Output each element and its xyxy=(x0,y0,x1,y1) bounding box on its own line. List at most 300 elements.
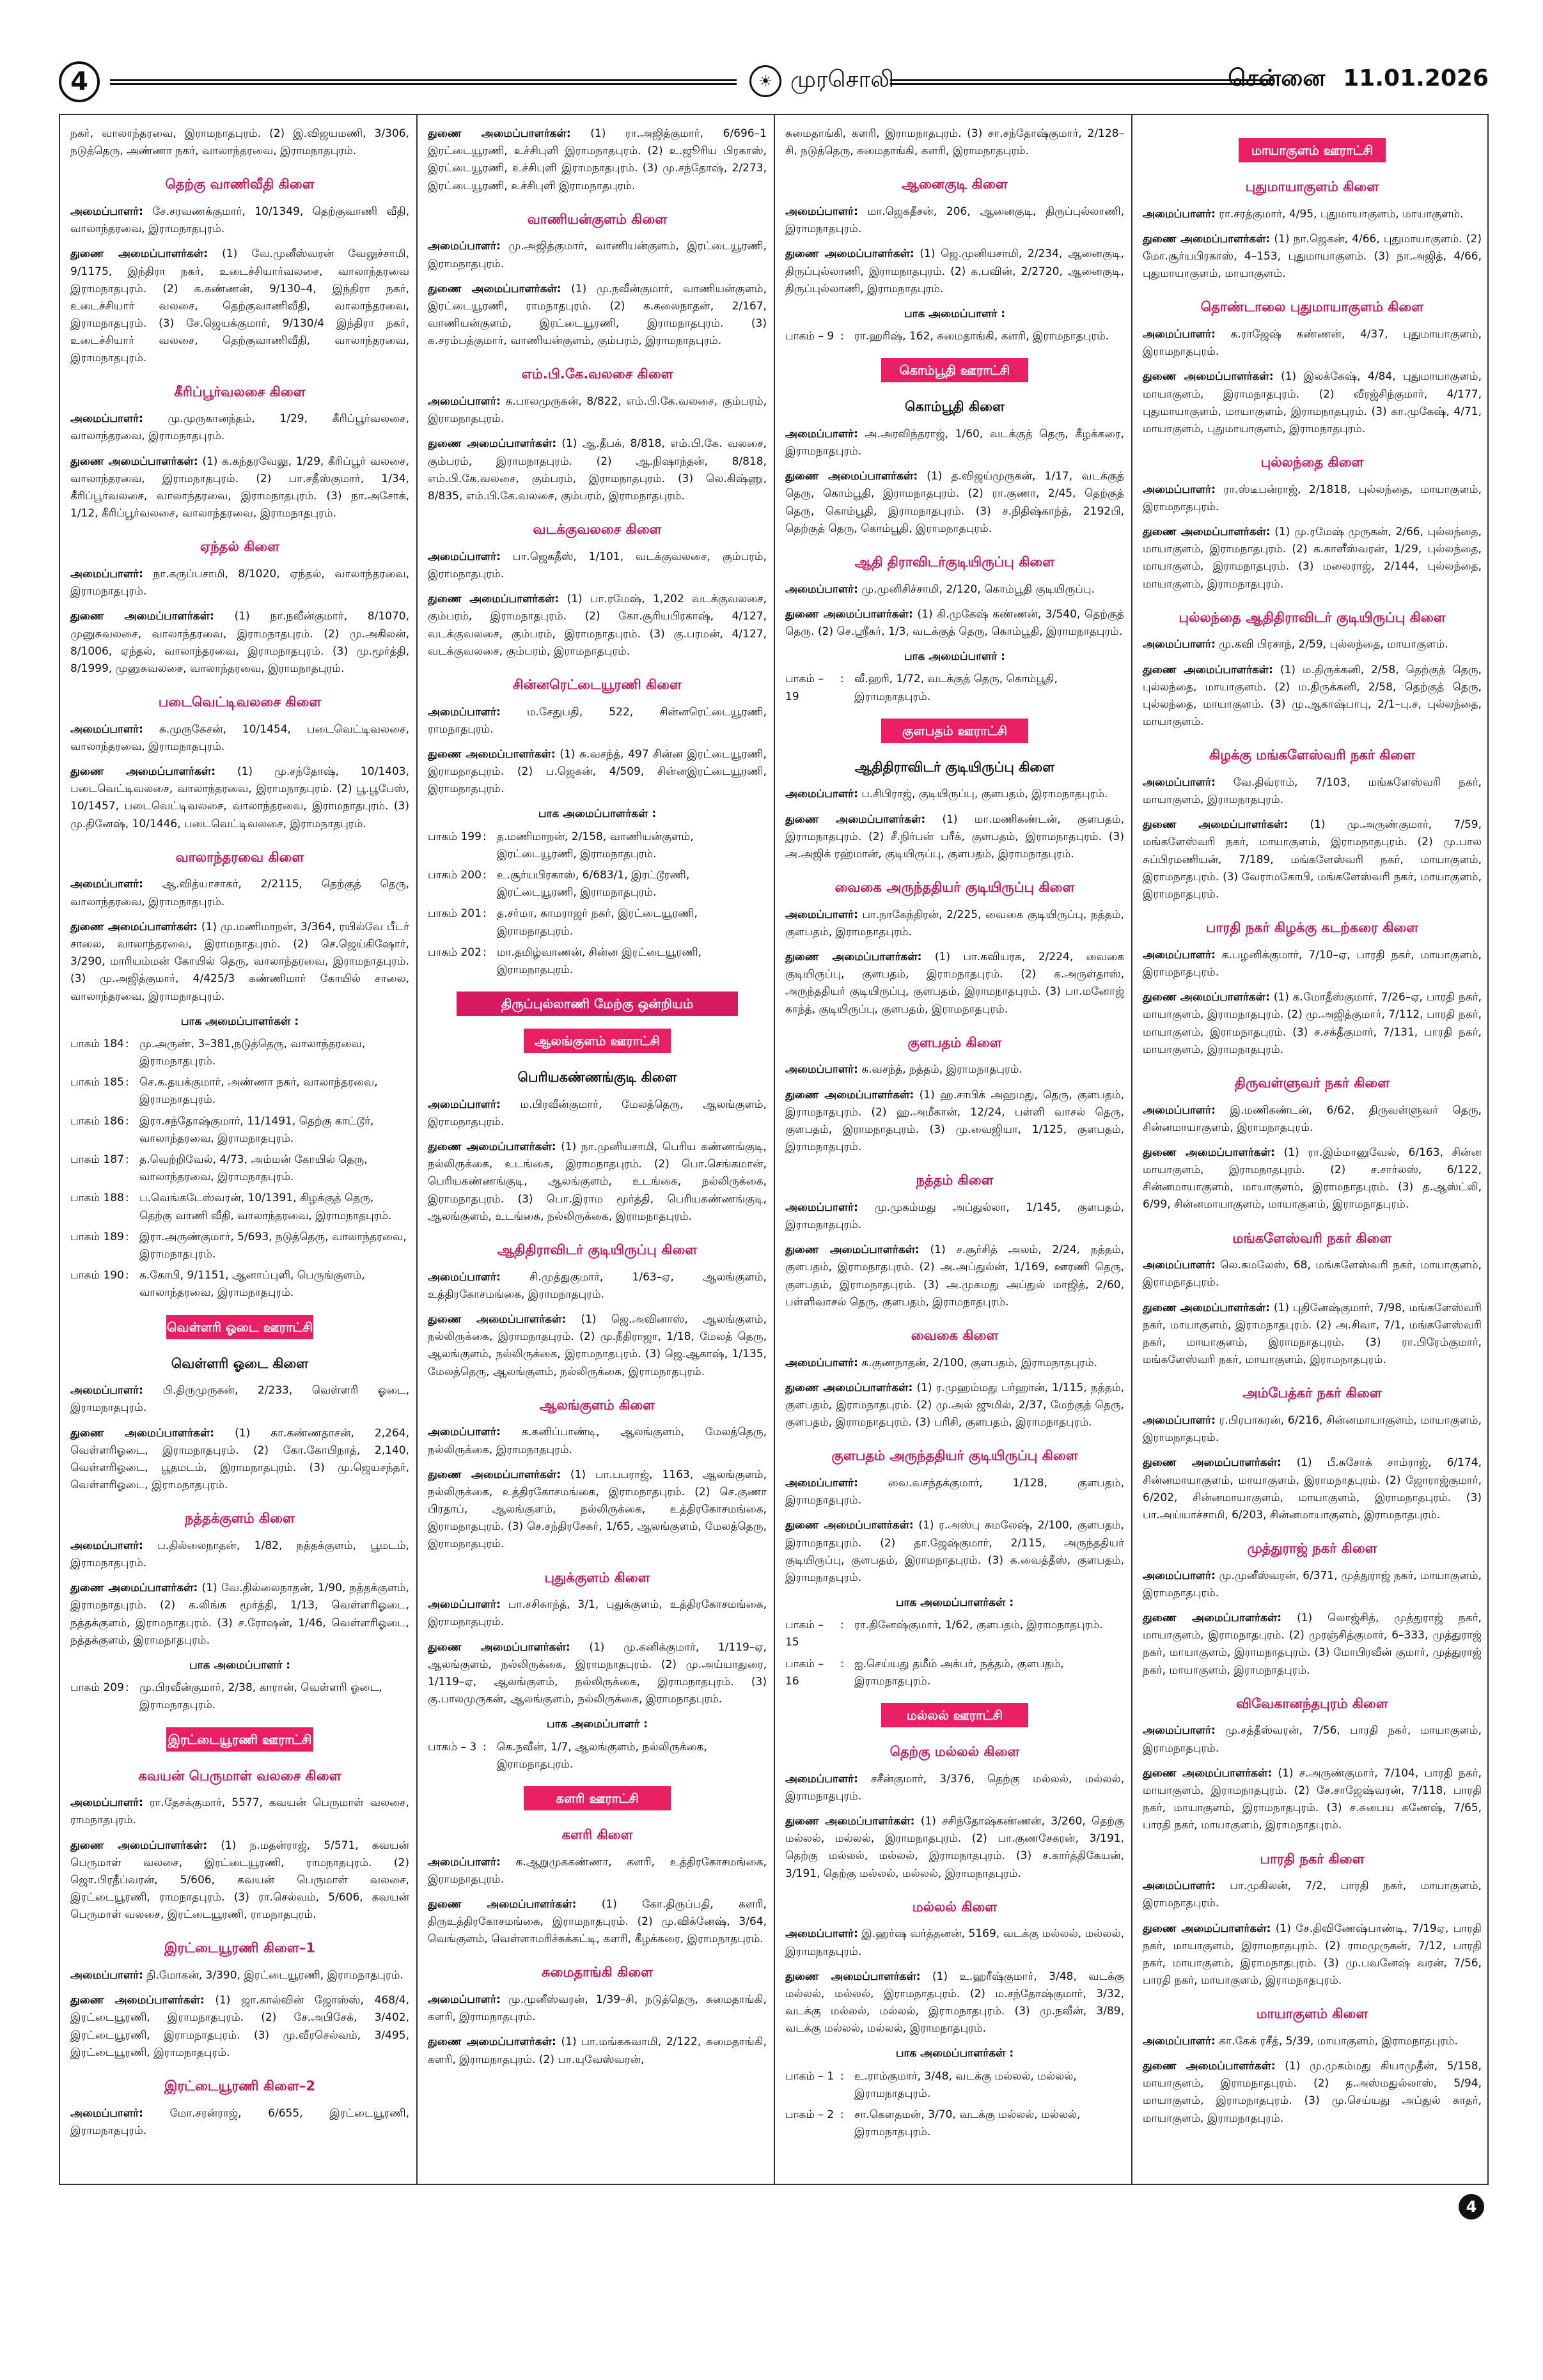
role-label: துணை அமைப்பாளர்கள்: xyxy=(1143,991,1270,1004)
body-paragraph: துணை அமைப்பாளர்கள்: (1) மா.மணிகண்டன், குளபதம், இராமநாதபுரம். (2) சீ.நிர்பன் பரீக், குளபதம், இராமநாதபுரம். (3) அ.அஜிக் ரஹ்மான், குடியிருப்பு, குளபதம், இராமநாதபுரம். xyxy=(785,813,1124,860)
ward-organiser: த.சர்மா, காமராஜர் நகர், இரட்டையூரணி, இராமநாதபுரம். xyxy=(497,907,698,938)
branch-heading: குளபதம் கிளை xyxy=(907,1034,1002,1050)
role-label: துணை அமைப்பாளர்கள்: xyxy=(785,813,926,826)
masthead-rule-left xyxy=(110,79,737,85)
ward-number: பாகம் 188 xyxy=(70,1192,124,1205)
body-paragraph: துணை அமைப்பாளர்கள்: (1) மு.நவீன்குமார், வாணியன்குளம், இரட்டையூரணி, ராமநாதபுரம். (2) க.கலைநாதன், 2/167, வாணியன்குளம், இரட்டையூரணி, இராமநாதபுரம். (3) க.சரம்பத்குமார், வாணியன்குளம், கும்பரம், இராமநாதபுரம். xyxy=(428,282,767,348)
ward-number: பாகம் – 3 xyxy=(428,1740,477,1754)
body-paragraph: அமைப்பாளர்: ஆ.வித்யாசாகர், 2/2115, தெற்குத் தெரு, வாலாந்தரவை, இராமநாதபுரம். xyxy=(70,878,409,908)
ward-organiser: த.வெற்றிவேல், 4/73, அம்மன் கோயில் தெரு, வாலாந்தரவை, இராமநாதபுரம். xyxy=(139,1153,368,1184)
ward-colon: : xyxy=(125,1153,129,1167)
role-label: அமைப்பாளர்: xyxy=(428,1855,501,1869)
branch-heading: வடக்குவலசை கிளை xyxy=(533,522,662,538)
branch-heading: நத்தம் கிளை xyxy=(916,1172,994,1188)
body-paragraph: துணை அமைப்பாளர்கள்: (1) ஜா.கால்வின் ஜோஸ்ஸ், 468/4, இரட்டையூரணி, இராமநாதபுரம். (2) சே.அபிசேக், 3/402, இரட்டையூரணி, இராமநாதபுரம். (3) மு.வீரசெல்வம், 3/495, இரட்டையூரணி, இராமநாதபுரம். xyxy=(70,1994,409,2059)
branch-heading: ஆதி திராவிடர்குடியிருப்பு கிளை xyxy=(854,554,1055,570)
body-paragraph: அமைப்பாளர்: பா.முகிலன், 7/2, பாரதி நகர், மாயாகுளம், இராமநாதபுரம். xyxy=(1143,1879,1482,1910)
body-paragraph: அமைப்பாளர்: பா.நாகேந்திரன், 2/225, வைகை குடியிருப்பு, நத்தம், குளபதம், இராமநாதபுரம். xyxy=(785,908,1124,938)
body-paragraph: துணை அமைப்பாளர்கள்: (1) நா.நவீன்குமார், 8/1070, முனுசுவலசை, வாலாந்தரவை, இராமநாதபுரம். (2) மு.அகிலன், 8/1006, ஏந்தல், வாலாந்தரவை, இராமநாதபுரம். (3) மு.மூர்த்தி, 8/1999, முனுசுவலசை, வாலாந்தரவை, இராமநாதபுரம். xyxy=(70,610,409,675)
body-paragraph: துணை அமைப்பாளர்கள்: (1) கி.முகேஷ் கண்ணன், 3/540, தெற்குத் தெரு. (2) செ.ஸ்ரீகர், 1/3, வடக்குத் தெரு, கொம்பூதி, இராமநாதபுரம். xyxy=(785,607,1124,638)
ward-colon: : xyxy=(840,2108,844,2122)
role-label: துணை அமைப்பாளர்கள்: xyxy=(785,607,913,621)
body-paragraph: துணை அமைப்பாளர்கள்: (1) ந.மதன்ராஜ், 5/571, கவயன் பெருமாள் வலசை, இரட்டையூரணி, ராமநாதபுரம். (2) ஜொ.பிரதீப்வரன், 5/606, கவயன் பெருமாள் வலசை, இரட்டையூரணி, ராமநாதபுரம். (3) ரா.செல்வம், 5/606, கவயன் பெருமாள் வலசை, இரட்டையூரணி, ராமநாதபுரம். xyxy=(70,1839,409,1922)
edition-info xyxy=(1228,65,1489,95)
body-paragraph: துணை அமைப்பாளர்கள்: (1) சசிந்தோஷ்கண்ணன், 3/260, தெற்கு மல்லல், மல்லல், இராமநாதபுரம். (2) பா.குணசேகரன், 3/191, தெற்கு மல்லல், மல்லல், இராமநாதபுரம். (3) ச.கார்த்திகேயன், 3/191, தெற்கு மல்லல், மல்லல், இராமநாதபுரம். xyxy=(785,1815,1124,1880)
body-paragraph: துணை அமைப்பாளர்கள்: (1) சே.திவிணேஷ்பாண்டி, 7/19ஏ, பாரதி நகர், மாயாகுளம், இராமநாதபுரம். (2) ராமமுருகன், 7/12, பாரதி நகர், மாயாகுளம், இராமநாதபுரம். (3) மு.பவனேஷ் வரன், 7/56, பாரதி நகர், மாயாகுளம், இராமநாதபுரம். xyxy=(1143,1922,1482,1987)
branch-heading: படைவெட்டிவலசை கிளை xyxy=(158,694,322,710)
body-paragraph: அமைப்பாளர்: க.கனிப்பாண்டி, ஆலங்குளம், மேலத்தெரு, நல்லிருக்கை, இராமநாதபுரம். xyxy=(428,1426,767,1456)
subsection-label: பாக அமைப்பாளர்கள் : xyxy=(895,2047,1014,2060)
body-paragraph: துணை அமைப்பாளர்கள்: (1) ர.முஹம்மது பர்ஹான், 1/115, நத்தம், குளபதம், இராமநாதபுரம். (2) மு.அல் ஜுமில், 2/37, மேற்குத் தெரு, குளபதம், இராமநாதபுரம். (3) பரிசி, குளபதம், இராமநாதபுரம். xyxy=(785,1381,1124,1429)
ward-number: பாகம் – 19 xyxy=(785,673,824,703)
ward-number: பாகம் 185 xyxy=(70,1076,124,1089)
body-paragraph: துணை அமைப்பாளர்கள்: (1) ஜெ.முனியசாமி, 2/234, ஆனைகுடி, திருப்புல்லாணி, இராமநாதபுரம். (2) க.பவின், 2/2720, ஆனைகுடி, திருப்புல்லாணி, இராமநாதபுரம். xyxy=(785,247,1124,295)
body-paragraph: துணை அமைப்பாளர்கள்: (1) பீ.சுசோக் சாம்ராஜ், 6/174, சின்னமாயாகுளம், மாயாகுளம், இராமநாதபுரம். (2) ஜோராஜ்குமார், 6/202, சின்னமாயாகுளம், மாயாகுளம், இராமநாதபுரம். (3) பா.அய்யாச்சாமி, 6/203, சின்னமாயாகுளம், இராமநாதபுரம். xyxy=(1143,1456,1482,1521)
body-paragraph: துணை அமைப்பாளர்கள்: (1) நா.முனியசாமி, பெரிய கண்ணங்குடி, நல்லிருக்கை, உடங்கை, இராமநாதபுரம். (2) பொ.செங்கமான், பெரியகண்ணங்குடி, ஆலங்குளம், உடங்கை, நல்லிருக்கை, இராமநாதபுரம். (3) பொ.இராம மூர்த்தி, பெரியகண்ணங்குடி, ஆலங்குளம், உடங்கை, நல்லிருக்கை, இராமநாதபுரம். xyxy=(428,1140,767,1223)
role-label: துணை அமைப்பாளர்கள்: xyxy=(70,455,198,468)
body-paragraph: துணை அமைப்பாளர்கள்: (1) ர.அஸ்பு சுமலேஷ், 2/100, குளபதம், இராமநாதபுரம். (2) தா.ஜேஷ்குமார், 2/115, அருந்ததியர் குடியிருப்பு, குளபதம், இராமநாதபுரம். (3) க.வைத்தீஸ், குளபதம், இராமநாதபுரம். xyxy=(785,1519,1124,1584)
role-label: துணை அமைப்பாளர்கள்: xyxy=(428,2035,556,2049)
branch-heading: வாலாந்தரவை கிளை xyxy=(175,849,304,865)
body-paragraph: அமைப்பாளர்: க.பழனிக்குமார், 7/10–ஏ, பாரதி நகர், மாயாகுளம், இராமநாதபுரம். xyxy=(1143,948,1482,979)
branch-heading: பாரதி நகர் கிழக்கு கடற்கரை கிளை xyxy=(1205,920,1419,936)
role-label: அமைப்பாளர்: xyxy=(1143,207,1216,221)
role-label: துணை அமைப்பாளர்கள்: xyxy=(428,1313,567,1326)
role-label: துணை அமைப்பாளர்கள்: xyxy=(428,593,560,606)
ward-organiser: ரா.தினேஷ்குமார், 1/62, குளபதம், இராமநாதபுரம். xyxy=(854,1619,1103,1632)
role-label: அமைப்பாளர்: xyxy=(785,1927,858,1941)
body-paragraph: துணை அமைப்பாளர்கள்: (1) உ.ஹரீஷ்குமார், 3/48, வடக்கு மல்லல், மல்லல், இராமநாதபுரம். (2) ம.சந்தோஷ்குமார், 3/32, வடக்கு மல்லல், மல்லல், இராமநாதபுரம். (3) மு.நவீன், 3/89, வடக்கு மல்லல், மல்லல், இராமநாதபுரம். xyxy=(785,1970,1124,2035)
branch-heading: மாயாகுளம் கிளை xyxy=(1256,2006,1368,2022)
body-paragraph: அமைப்பாளர்: சே.சரவணக்குமார், 10/1349, தெற்குவாணி வீதி, வாலாந்தரவை, இராமநாதபுரம். xyxy=(70,205,409,236)
panchayat-banner: வெள்ளரி ஓடை ஊராட்சி xyxy=(166,1315,313,1339)
role-label: துணை அமைப்பாளர்கள்: xyxy=(1143,1612,1282,1625)
panchayat-banner: மல்லல் ஊராட்சி xyxy=(881,1703,1028,1727)
body-paragraph: அமைப்பாளர்: லெ.சுமலேஸ், 68, மங்களேஸ்வரி நகர், மாயாகுளம், இராமநாதபுரம். xyxy=(1143,1259,1482,1289)
role-label: அமைப்பாளர்: xyxy=(785,908,858,921)
role-label: அமைப்பாளர்: xyxy=(785,788,858,801)
body-paragraph: துணை அமைப்பாளர்கள்: (1) மு.மணிமாறன், 3/364, ரயில்வே பீடர் சாலை, வாலாந்தரவை, இராமநாதபுரம். (2) செ.ஜெய்கிஷோர், 3/290, மாரியம்மன் கோயில் தெரு, வாலாந்தரவை, இராமநாதபுரம். (3) மு.அஜித்குமார், 4/425/3 கண்ணிமார் கோயில் சாலை, வாலாந்தரவை, இராமநாதபுரம். xyxy=(70,920,409,1003)
body-paragraph: அமைப்பாளர்: மு.முனீஸ்வரன், 1/39–சி, நடுத்தெரு, சுமைதாங்கி, களரி, இராமநாதபுரம். xyxy=(428,1993,767,2024)
role-label: அமைப்பாளர்: xyxy=(1143,1103,1216,1117)
body-paragraph: துணை அமைப்பாளர்கள்: (1) மு.சந்தோஷ், 10/1403, படைவெட்டிவலசை, வாலாந்தரவை, இராமநாதபுரம். (2) பூ.பூபேஸ், 10/1457, படைவெட்டிவலசை, வாலாந்தரவை, இராமநாதபுரம். (3) மு.தினேஷ், 10/1446, படைவெட்டிவலசை, இராமநாதபுரம். xyxy=(70,765,409,830)
role-label: அமைப்பாளர்: xyxy=(785,1476,858,1489)
branch-heading: முத்துராஜ் நகர் கிளை xyxy=(1247,1541,1377,1557)
role-label: துணை அமைப்பாளர்கள்: xyxy=(428,437,557,451)
branch-heading: ஆதிதிராவிடர் குடியிருப்பு கிளை xyxy=(497,1242,698,1258)
branch-heading: புதுமாயாகுளம் கிளை xyxy=(1245,179,1379,194)
branch-heading: கீரிப்பூர்வலசை கிளை xyxy=(174,384,306,400)
page-number-badge: 4 xyxy=(59,61,100,102)
ward-entry xyxy=(785,671,1124,705)
role-label: துணை அமைப்பாளர்கள்: xyxy=(785,1815,915,1828)
ward-number: பாகம் 190 xyxy=(70,1269,124,1282)
body-paragraph: துணை அமைப்பாளர்கள்: (1) க.கந்தரவேலு, 1/29, கீரிப்பூர் வலசை, வாலாந்தரவை, இராமநாதபுரம். (2) பா.சதீஸ்குமார், 1/34, கீரிப்பூர்வலசை, வாலாந்தரவை, இராமநாதபுரம். (3) நா.அசோக், 1/12, கீரிப்பூர்வலசை, வாலாந்தரவை, இராமநாதபுரம். xyxy=(70,455,409,520)
branch-heading: புல்லந்தை கிளை xyxy=(1260,455,1364,471)
branch-heading: அம்பேத்கர் நகர் கிளை xyxy=(1242,1385,1382,1401)
panchayat-banner: மாயாகுளம் ஊராட்சி xyxy=(1239,138,1386,162)
body-paragraph: அமைப்பாளர்: மா.ஜெகதீசன், 206, ஆனைகுடி, திருப்புல்லாணி, இராமநாதபுரம். xyxy=(785,205,1124,236)
body-paragraph: துணை அமைப்பாளர்கள்: (1) புதினேஷ்குமார், 7/98, மங்களேஸ்வரி நகர், மாயாகுளம், இராமநாதபுரம். (2) அ.சிவா, 7/1, மங்களேஸ்வரி நகர், மாயாகுளம், இராமநாதபுரம். (3) ரா.பிரேம்குமார், மங்களேஸ்வரி நகர், மாயாகுளம், இராமநாதபுரம். xyxy=(1143,1301,1482,1367)
role-label: துணை அமைப்பாளர்கள்: xyxy=(70,610,214,623)
ward-colon: : xyxy=(125,1269,129,1282)
role-label: துணை அமைப்பாளர்கள்: xyxy=(785,1088,914,1101)
role-label: துணை அமைப்பாளர்கள்: xyxy=(1143,1766,1273,1780)
body-paragraph: அமைப்பாளர்: க.ராஜேஷ் கண்ணன், 4/37, புதுமாயாகுளம், இராமநாதபுரம். xyxy=(1143,327,1482,359)
role-label: அமைப்பாளர்: xyxy=(1143,948,1216,961)
body-paragraph: துணை அமைப்பாளர்கள்: (1) லொஜ்சித், முத்துராஜ் நகர், மாயாகுளம், இராமநாதபுரம். (2) முரஞ்சித்குமார், 6–333, முத்துராஜ் நகர், மாயாகுளம், இராமநாதபுரம். (3) மோபிரவீன் குமார், முத்துராஜ் நகர், மாயாகுளம், இராமநாதபுரம். xyxy=(1143,1612,1482,1677)
branch-heading: ஆனைகுடி கிளை xyxy=(902,176,1008,192)
ward-number: பாகம் 201 xyxy=(428,907,482,921)
role-label: அமைப்பாளர்: xyxy=(70,2106,143,2120)
ward-number: பாகம் 202 xyxy=(428,945,482,959)
branch-heading: வைகை அருந்ததியர் குடியிருப்பு கிளை xyxy=(834,880,1075,896)
role-label: அமைப்பாளர்: xyxy=(1143,775,1216,789)
role-label: அமைப்பாளர்: xyxy=(1143,1879,1216,1893)
panchayat-banner: இரட்டையூரணி ஊராட்சி xyxy=(166,1727,313,1752)
body-paragraph: அமைப்பாளர்: ர.பிரபாகரன், 6/216, சின்னமாயாகுளம், மாயாகுளம், இராமநாதபுரம். xyxy=(1143,1413,1482,1445)
ward-number: பாகம் 186 xyxy=(70,1114,124,1128)
panchayat-banner: களரி ஊராட்சி xyxy=(524,1786,671,1810)
ward-colon: : xyxy=(483,830,487,843)
body-paragraph: அமைப்பாளர்: மு.முனீஸ்வரன், 6/371, முத்துராஜ் நகர், மாயாகுளம், இராமநாதபுரம். xyxy=(1143,1569,1482,1599)
ward-entry xyxy=(70,1074,409,1108)
ward-colon: : xyxy=(840,1657,844,1670)
column-divider xyxy=(1131,114,1132,2185)
branch-heading: தெற்கு வாணிவீதி கிளை xyxy=(165,176,315,192)
ward-organiser: க.கோபி, 9/1151, ஆனாப்புளி, பெருங்குளம், வாலாந்தரவை, இராமநாதபுரம். xyxy=(139,1269,365,1300)
paper-title xyxy=(749,65,894,97)
branch-heading: வாணியன்குளம் கிளை xyxy=(527,211,668,227)
body-paragraph: அமைப்பாளர்: ம.சேதுபதி, 522, சின்னரெட்டையூரணி, ராமநாதபுரம். xyxy=(428,705,767,736)
body-paragraph: அமைப்பாளர்: பி.திருமுருகன், 2/233, வெள்ளரி ஓடை, இராமநாதபுரம். xyxy=(70,1384,409,1415)
branch-heading: வெள்ளரி ஓடை கிளை xyxy=(171,1355,309,1371)
body-paragraph: துணை அமைப்பாளர்கள்: (1) ச.சூர்சித் அலம், 2/24, நத்தம், குளபதம், இராமநாதபுரம். (2) அ.அப்துல்ன், 1/169, ஊரணி தெரு, குளபதம், இராமநாதபுரம். (3) அ.முகமது அப்துல் மாஜித், 2/60, பள்ளிவாசல் தெரு, குளபதம், இராமநாதபுரம். xyxy=(785,1243,1124,1309)
ward-entry xyxy=(428,944,767,979)
body-paragraph: துணை அமைப்பாளர்கள்: (1) த.விஜய்முருகன், 1/17, வடக்குத் தெரு, கொம்பூதி, இராமநாதபுரம். (2) ரா.குணா, 2/45, தெற்குத் தெரு, கொம்பூதி, இராமநாதபுரம். (3) ச.நிதிஷ்காந்த், 2192பி, தெற்குத் தெரு, கொம்பூதி, இராமநாதபுரம். xyxy=(785,470,1124,535)
branch-heading: ஆதிதிராவிடர் குடியிருப்பு கிளை xyxy=(854,759,1055,775)
ward-entry xyxy=(70,1267,409,1302)
role-label: அமைப்பாளர்: xyxy=(1143,2034,1216,2048)
body-paragraph: அமைப்பாளர்: நா.கருப்பசாமி, 8/1020, ஏந்தல், வாலாந்தரவை, இராமநாதபுரம். xyxy=(70,567,409,598)
body-paragraph: துணை அமைப்பாளர்கள்: (1) ரா.இம்மானுவேல், 6/163, சின்ன மாயாகுளம், இராமநாதபுரம். (2) ச.சார்லஸ், 6/122, சின்னமாயாகுளம், மாயாகுளம், இராமநாதபுரம். (3) த.ஆஸ்ட்லி, 6/99, சின்னமாயாகுளம், மாயாகுளம், இராமநாதபுரம். xyxy=(1143,1146,1482,1211)
role-label: துணை அமைப்பாளர்கள்: xyxy=(428,127,571,140)
body-paragraph: அமைப்பாளர்: பா.சசிகாந்த், 3/1, புதுக்குளம், உத்திரகோசமங்கை, இராமநாதபுரம். xyxy=(428,1598,767,1629)
role-label: துணை அமைப்பாளர்கள்: xyxy=(70,765,215,779)
body-paragraph: துணை அமைப்பாளர்கள்: (1) நா.ஜெகன், 4/66, புதுமாயாகுளம். (2) மோ.சூர்யபிரகாஸ், 4–153, புதுமாயாகுளம். (3) நா.அஜித், 4/66, புதுமாயாகுளம், மாயாகுளம். xyxy=(1143,232,1482,281)
role-label: அமைப்பாளர்: xyxy=(70,1969,143,1982)
role-label: அமைப்பாளர்: xyxy=(70,878,143,891)
body-paragraph: அமைப்பாளர்: மு.முனிசிச்சாமி, 2/120, கொம்பூதி குடியிருப்பு. xyxy=(785,582,1095,596)
paper-name: முரசொலி xyxy=(790,66,894,93)
role-label: துணை அமைப்பாளர்கள்: xyxy=(1143,1146,1275,1159)
ward-entry xyxy=(428,905,767,940)
ward-colon: : xyxy=(483,869,487,882)
role-label: அமைப்பாளர்: xyxy=(70,1539,143,1552)
role-label: அமைப்பாளர்: xyxy=(1143,327,1216,341)
role-label: துணை அமைப்பாளர்கள்: xyxy=(785,951,922,964)
body-paragraph: அமைப்பாளர்: ம.பிரவீன்குமார், மேலத்தெரு, ஆலங்குளம், இராமநாதபுரம். xyxy=(428,1098,767,1128)
body-paragraph: அமைப்பாளர்: சசீன்குமார், 3/376, தெற்கு மல்லல், மல்லல், இராமநாதபுரம். xyxy=(785,1772,1124,1803)
role-label: அமைப்பாளர்: xyxy=(70,567,143,580)
ward-colon: : xyxy=(125,1037,129,1050)
subsection-label: பாக அமைப்பாளர்கள் : xyxy=(895,1596,1014,1610)
role-label: துணை அமைப்பாளர்கள்: xyxy=(785,1519,914,1532)
ward-organiser: ப.வெங்கடேஸ்வரன், 10/1391, கிழக்குத் தெரு, தெற்கு வாணி வீதி, வாலாந்தரவை, இராமநாதபுரம். xyxy=(139,1192,392,1222)
column-1 xyxy=(70,125,409,2177)
role-label: துணை அமைப்பாளர்கள்: xyxy=(428,747,556,761)
ward-entry xyxy=(70,1036,409,1070)
role-label: துணை அமைப்பாளர்கள்: xyxy=(428,1468,561,1481)
body-paragraph: அமைப்பாளர்: க.குணநாதன், 2/100, குளபதம், இராமநாதபுரம். xyxy=(785,1356,1097,1369)
ward-entry xyxy=(70,1151,409,1186)
body-paragraph: துணை அமைப்பாளர்கள்: (1) மு.முகம்மது கியாமுதீன், 5/158, மாயாகுளம், இராமநாதபுரம். (2) த.அஸ்மதுல்லாஸ், 5/94, மாயாகுளம், இராமநாதபுரம். (3) மு.செய்யது அப்துல் காதர், மாயாகுளம், இராமநாதபுரம். xyxy=(1143,2060,1482,2125)
subsection-label: பாக அமைப்பாளர் : xyxy=(904,650,1006,664)
branch-heading: எம்.பி.கே.வலசை கிளை xyxy=(521,366,673,382)
role-label: துணை அமைப்பாளர்கள்: xyxy=(70,247,208,261)
ward-entry xyxy=(785,1617,1124,1651)
body-paragraph: துணை அமைப்பாளர்கள்: (1) மு.ரமேஷ் முருகன், 2/66, புல்லந்தை, மாயாகுளம், இராமநாதபுரம். (2) க.காளீஸ்வரன், 1/29, புல்லந்தை, மாயாகுளம், இராமநாதபுரம். (3) மலைராஜ், 2/144, புல்லந்தை, மாயாகுளம், இராமநாதபுரம். xyxy=(1143,525,1482,591)
branch-heading: விவேகானந்தபுரம் கிளை xyxy=(1236,1695,1388,1711)
ward-entry xyxy=(785,2106,1124,2141)
body-paragraph: அமைப்பாளர்: மு.முருகானந்தம், 1/29, கீரிப்பூர்வலசை, வாலாந்தரவை, இராமநாதபுரம். xyxy=(70,412,409,443)
branch-heading: பெரியகண்ணங்குடி கிளை xyxy=(517,1069,677,1085)
body-paragraph: அமைப்பாளர்: இ.ஹர்ஷ வர்த்தனன், 5169, வடக்கு மல்லல், மல்லல், இராமநாதபுரம். xyxy=(785,1927,1124,1958)
page-number-footer: 4 xyxy=(1459,2194,1484,2220)
role-label: அமைப்பாளர்: xyxy=(785,1063,858,1077)
role-label: துணை அமைப்பாளர்கள்: xyxy=(785,1243,920,1257)
ward-organiser: த.மணிமாறன், 2/158, வாணியன்குளம், இரட்டையூரணி, இராமநாதபுரம். xyxy=(497,830,694,860)
ward-entry xyxy=(70,1229,409,1263)
ward-entry xyxy=(785,328,1124,345)
ward-entry xyxy=(428,828,767,863)
role-label: துணை அமைப்பாளர்கள்: xyxy=(1143,2060,1276,2073)
body-paragraph: துணை அமைப்பாளர்கள்: (1) க.மோதீஸ்குமார், 7/26–ஏ, பாரதி நகர், மாயாகுளம், இராமநாதபுரம். (2) மு.அஜித்குமார், 7/112, பாரதி நகர், மாயாகுளம், இராமநாதபுரம். (3) ச.சக்தீகுமார், 7/131, பாரதி நகர், மாயாகுளம், இராமநாதபுரம். xyxy=(1143,991,1482,1056)
ward-number: பாகம் – 2 xyxy=(785,2108,834,2122)
ward-number: பாகம் 189 xyxy=(70,1230,124,1243)
body-paragraph: துணை அமைப்பாளர்கள்: (1) ச.அருண்குமார், 7/104, பாரதி நகர், மாயாகுளம், இராமநாதபுரம். (2) சே.சாஜேஷ்வரன், 7/118, பாரதி நகர், மாயாகுளம், இராமநாதபுரம். (3) ச.சுபைய கணேஷ், 7/65, பாரதி நகர், மாயாகுளம், இராமநாதபுரம். xyxy=(1143,1766,1482,1832)
branch-heading: குளபதம் அருந்ததியர் குடியிருப்பு கிளை xyxy=(831,1448,1078,1464)
role-label: அமைப்பாளர்: xyxy=(1143,1259,1216,1272)
column-4 xyxy=(1143,125,1482,2177)
ward-colon: : xyxy=(840,2069,844,2083)
body-paragraph: துணை அமைப்பாளர்கள்: (1) கா.கண்ணதாசன், 2,264, வெள்ளரிஓடை, இராமநாதபுரம். (2) கோ.கோபிநாத், 2,140, வெள்ளரிஓடை, பூதமடம், இராமநாதபுரம். (3) மு.ஜெயசந்தர், வெள்ளரிஓடை, இராமநாதபுரம். xyxy=(70,1426,409,1492)
panchayat-banner: குளபதம் ஊராட்சி xyxy=(881,719,1028,743)
role-label: அமைப்பாளர்: xyxy=(428,1270,501,1284)
ward-colon: : xyxy=(125,1192,129,1205)
role-label: அமைப்பாளர்: xyxy=(428,705,501,719)
role-label: அமைப்பாளர்: xyxy=(1143,638,1216,651)
body-paragraph: அமைப்பாளர்: கா.கேக் ரசீத், 5/39, மாயாகுளம், இராமநாதபுரம். xyxy=(1143,2034,1458,2048)
ward-organiser: ஐ.செய்யது தமீம் அக்பர், நத்தம், குளபதம், இராமநாதபுரம். xyxy=(854,1657,1064,1688)
role-label: துணை அமைப்பாளர்கள்: xyxy=(70,920,198,933)
edition-city: சென்னை xyxy=(1228,65,1326,91)
branch-heading: நத்தக்குளம் கிளை xyxy=(185,1511,295,1527)
panchayat-banner: கொம்பூதி ஊராட்சி xyxy=(881,358,1028,382)
role-label: அமைப்பாளர்: xyxy=(70,412,143,426)
body-paragraph: அமைப்பாளர்: வை.வசந்தக்குமார், 1/128, குளபதம், இராமநாதபுரம். xyxy=(785,1476,1124,1507)
role-label: துணை அமைப்பாளர்கள்: xyxy=(428,1140,556,1154)
branch-heading: புல்லந்தை ஆதிதிராவிடர் குடியிருப்பு கிளை xyxy=(1179,609,1446,625)
body-paragraph: அமைப்பாளர்: மு.முகம்மது அப்துல்லா, 1/145, குளபதம், இராமநாதபுரம். xyxy=(785,1201,1124,1232)
body-paragraph: துணை அமைப்பாளர்கள்: (1) கோ.திருப்பதி, களரி, திருஉத்திரகோசமங்கை, இராமநாதபுரம். (2) மு.விக்னேஷ், 3/64, வெங்குளம், வெள்ளாமரிச்சுக்கட்டி, களரி, கீழக்கரை, இராமநாதபுரம். xyxy=(428,1897,767,1946)
role-label: துணை அமைப்பாளர்கள்: xyxy=(70,1839,208,1852)
body-paragraph: அமைப்பாளர்: மு.கவி பிரசாந், 2/59, புல்லந்தை, மாயாகுளம். xyxy=(1143,638,1448,651)
branch-heading: இரட்டையூரணி கிளை–2 xyxy=(164,2078,315,2094)
ward-number: பாகம் 184 xyxy=(70,1037,124,1050)
body-paragraph: துணை அமைப்பாளர்கள்: (1) பா.கவியரசு, 2/224, வைகை குடியிருப்பு, குளபதம், இராமநாதபுரம். (2) க.அருள்தாஸ், அருந்ததியர் குடியிருப்பு, குளபதம், இராமநாதபுரம். (3) பா.மனோஜ் காந்த், குடியிருப்பு, குளபதம், இராமநாதபுரம். xyxy=(785,951,1124,1016)
ward-entry xyxy=(70,1190,409,1224)
body-paragraph: நகர், வாலாந்தரவை, இராமநாதபுரம். (2) இ.விஜயமணி, 3/306, நடுத்தெரு, அண்ணா நகர், வாலாந்தரவை, இராமநாதபுரம். xyxy=(70,127,409,158)
subsection-label: பாக அமைப்பாளர் : xyxy=(546,1718,648,1731)
role-label: துணை அமைப்பாளர்கள்: xyxy=(428,1640,570,1654)
branch-heading: சின்னரெட்டையூரணி கிளை xyxy=(513,676,682,692)
subsection-label: பாக அமைப்பாளர்கள் : xyxy=(538,807,657,821)
ward-number: பாகம் – 16 xyxy=(785,1657,824,1688)
branch-heading: மல்லல் கிளை xyxy=(912,1899,998,1915)
ward-organiser: மு.பிரவீன்குமார், 2/38, காரான், வெள்ளரி ஓடை, இராமநாதபுரம். xyxy=(139,1681,382,1712)
ward-organiser: மு.அருண், 3–381,நடுத்தெரு, வாலாந்தரவை, இராமநாதபுரம். xyxy=(139,1037,366,1068)
role-label: அமைப்பாளர்: xyxy=(428,1993,501,2007)
ward-organiser: இரா.அருண்குமார், 5/693, நடுத்தெரு, வாலாந்தரவை, இராமநாதபுரம். xyxy=(139,1230,407,1261)
ward-colon: : xyxy=(483,945,487,959)
role-label: அமைப்பாளர்: xyxy=(785,1356,858,1369)
branch-heading: ஆலங்குளம் கிளை xyxy=(539,1397,655,1413)
role-label: அமைப்பாளர்: xyxy=(785,1772,858,1785)
ward-number: பாகம் – 1 xyxy=(785,2069,834,2083)
body-paragraph: சுமைதாங்கி, களரி, இராமநாதபுரம். (3) சா.சந்தோஷ்குமார், 2/128–சி, நடுத்தெரு, சுமைதாங்கி, களரி, இராமநாதபுரம். xyxy=(785,127,1124,158)
role-label: துணை அமைப்பாளர்கள்: xyxy=(1143,1922,1271,1935)
body-paragraph: துணை அமைப்பாளர்கள்: (1) வே.முனீஸ்வரன் வேலுச்சாமி, 9/1175, இந்திரா நகர், உடைச்சியார்வலசை, வாலாந்தரவை இராமநாதபுரம். (2) க.கண்ணன், 9/130–4, இந்திரா நகர், உடைச்சியார் வலசை, தெற்குவாணிவீதி, வாலாந்தரவை, இராமநாதபுரம். (3) சே.ஜெயக்குமார், 9/130/4 இந்திரா நகர், உடைச்சியார் வலசை, தெற்குவாணிவீதி, வாலாந்தரவை, இராமநாதபுரம். xyxy=(70,247,409,365)
role-label: அமைப்பாளர்: xyxy=(70,1796,143,1810)
ward-entry xyxy=(785,2068,1124,2103)
panchayat-banner: திருப்புல்லாணி மேற்கு ஒன்றியம் xyxy=(457,992,738,1016)
role-label: துணை அமைப்பாளர்கள்: xyxy=(428,282,561,295)
body-paragraph: துணை அமைப்பாளர்கள்: (1) மு.அருண்குமார், 7/59, மங்களேஸ்வரி நகர், மாயாகுளம், இராமநாதபுரம். (2) மு.பால சுப்பிரமணியன், 7/189, மங்களேஸ்வரி நகர், மாயாகுளம், இராமநாதபுரம். (3) வேராமகோபி, மங்களேஸ்வரி நகர், மாயாகுளம், இராமநாதபுரம். xyxy=(1143,818,1482,901)
role-label: அமைப்பாளர்: xyxy=(1143,1724,1216,1738)
body-paragraph: அமைப்பாளர்: மு.சத்தீஸ்வரன், 7/56, பாரதி நகர், மாயாகுளம், இராமநாதபுரம். xyxy=(1143,1724,1482,1755)
branch-heading: கவயன் பெருமாள் வலசை கிளை xyxy=(138,1768,341,1784)
body-paragraph: துணை அமைப்பாளர்கள்: (1) பா.மங்கசுவாமி, 2/122, சுமைதாங்கி, களரி, இராமநாதபுரம். (2) பா.யுவேஸ்வரன், xyxy=(428,2035,767,2066)
body-paragraph: அமைப்பாளர்: ப.தில்லைநாதன், 1/82, நத்தக்குளம், பூமடம், இராமநாதபுரம். xyxy=(70,1539,409,1570)
ward-colon: : xyxy=(840,1619,844,1632)
role-label: அமைப்பாளர்: xyxy=(428,550,501,563)
branch-heading: புதுக்குளம் கிளை xyxy=(544,1569,650,1585)
ward-organiser: இரா.சந்தோஷ்குமார், 11/1491, தெற்கு காட்டூர், வாலாந்தரவை, இராமநாதபுரம். xyxy=(139,1114,374,1145)
ward-organiser: செ.க.தயக்குமார், அண்ணா நகர், வாலாந்தரவை, இராமநாதபுரம். xyxy=(139,1076,378,1107)
subsection-label: பாக அமைப்பாளர் : xyxy=(189,1658,291,1672)
role-label: அமைப்பாளர்: xyxy=(70,722,143,736)
body-paragraph: அமைப்பாளர்: மோ.சரன்ராஜ், 6/655, இரட்டையூரணி, இராமநாதபுரம். xyxy=(70,2106,409,2137)
body-paragraph: அமைப்பாளர்: சி.முத்துகுமார், 1/63–ஏ, ஆலங்குளம், உத்திரகோசமங்கை, இராமநாதபுரம். xyxy=(428,1270,767,1301)
branch-heading: கிழக்கு மங்களேஸ்வரி நகர் கிளை xyxy=(1209,747,1416,763)
ward-colon: : xyxy=(483,907,487,921)
masthead-rule-right xyxy=(890,79,1274,85)
role-label: அமைப்பாளர்: xyxy=(1143,483,1216,496)
role-label: துணை அமைப்பாளர்கள்: xyxy=(785,1970,921,1983)
branch-heading: வைகை கிளை xyxy=(911,1328,999,1344)
role-label: அமைப்பாளர்: xyxy=(1143,1413,1216,1427)
body-paragraph: அமைப்பாளர்: ரா.சரத்குமார், 4/95, புதுமாயாகுளம், மாயாகுளம். xyxy=(1143,207,1464,221)
column-2 xyxy=(428,125,767,2177)
body-paragraph: துணை அமைப்பாளர்கள்: (1) சு.வசந்த், 497 சின்ன இரட்டையூரணி, இராமநாதபுரம். (2) ப.ஜெகன், 4/509, சின்னஇரட்டையூரணி, இராமநாதபுரம். xyxy=(428,747,767,796)
branch-heading: இரட்டையூரணி கிளை–1 xyxy=(164,1940,315,1956)
role-label: அமைப்பாளர்: xyxy=(428,1098,501,1111)
role-label: அமைப்பாளர்: xyxy=(70,205,143,218)
branch-heading: பாரதி நகர் கிளை xyxy=(1260,1851,1365,1867)
ward-number: பாகம் – 9 xyxy=(785,330,834,343)
ward-number: பாகம் 187 xyxy=(70,1153,124,1167)
role-label: துணை அமைப்பாளர்கள்: xyxy=(1143,232,1271,245)
ward-colon: : xyxy=(125,1076,129,1089)
body-paragraph: அமைப்பாளர்: பா.ஜெகதீஸ், 1/101, வடக்குவலசை, கும்பரம், இராமநாதபுரம். xyxy=(428,550,767,580)
body-paragraph: அமைப்பாளர்: ரா.தேசக்குமார், 5577, கவயன் பெருமாள் வலசை, ராமநாதபுரம். xyxy=(70,1796,409,1827)
role-label: அமைப்பாளர்: xyxy=(785,1201,858,1214)
role-label: துணை அமைப்பாளர்கள்: xyxy=(428,1897,577,1911)
branch-heading: தெற்கு மல்லல் கிளை xyxy=(889,1744,1020,1760)
branch-heading: திருவள்ளுவர் நகர் கிளை xyxy=(1234,1075,1390,1091)
role-label: அமைப்பாளர்: xyxy=(428,1426,501,1439)
body-paragraph: துணை அமைப்பாளர்கள்: (1) ம.திருக்கனி, 2/58, தெற்குத் தெரு, புல்லந்தை, மாயாகுளம். (2) ம.திருக்கனி, 2/58, தெற்குத் தெரு, புல்லந்தை, மாயாகுளம். (3) மு.ஆகாஷ்பாபு, 2/1–பு.ச, புல்லந்தை, மாயாகுளம். xyxy=(1143,663,1482,729)
branch-heading: கொம்பூதி கிளை xyxy=(905,399,1005,415)
ward-colon: : xyxy=(483,1740,487,1754)
ward-number: பாகம் 199 xyxy=(428,830,482,843)
branch-heading: தொண்டாலை புதுமாயாகுளம் கிளை xyxy=(1200,299,1424,315)
body-paragraph: துணை அமைப்பாளர்கள்: (1) ஜெ.அவினாஸ், ஆலங்குளம், நல்லிருக்கை, இராமநாதபுரம். (2) மு.நீதிராஜா, 1/18, மேலத் தெரு, ஆலங்குளம், நல்லிருக்கை, இராமநாதபுரம். (3) ஜெ.ஆகாஷ், 1/135, மேலத்தெரு, ஆலங்குளம், நல்லிருக்கை, இராமநாதபுரம். xyxy=(428,1313,767,1378)
body-paragraph: துணை அமைப்பாளர்கள்: (1) மு.கனிக்குமார், 1/119–ஏ, ஆலங்குளம், நல்லிருக்கை, இராமநாதபுரம். (2) மு.அய்யாதுரை, 1/119–ஏ, ஆலங்குளம், நல்லிருக்கை, இராமநாதபுரம். (3) கு.பாலமுருகன், ஆலங்குளம், நல்லிருக்கை, இராமநாதபுரம். xyxy=(428,1640,767,1706)
subsection-label: பாக அமைப்பாளர் : xyxy=(904,307,1006,320)
body-paragraph: அமைப்பாளர்: ப.சிபிராஜ், குடியிருப்பு, குளபதம், இராமநாதபுரம். xyxy=(785,788,1108,801)
body-paragraph: அமைப்பாளர்: ரா.ஸ்டீபன்ராஜ், 2/1818, புல்லந்தை, மாயாகுளம், இராமநாதபுரம். xyxy=(1143,483,1482,513)
subsection-label: பாக அமைப்பாளர்கள் : xyxy=(180,1015,299,1028)
ward-colon: : xyxy=(840,673,844,686)
ward-colon: : xyxy=(840,330,844,343)
body-paragraph: அமைப்பாளர்: அ.அரவிந்தராஜ், 1/60, வடக்குத் தெரு, கீழக்கரை, இராமநாதபுரம். xyxy=(785,427,1124,458)
ward-organiser: ரா.ஹரிஷ், 162, சுமைதாங்கி, களரி, இராமநாதபுரம். xyxy=(854,330,1109,343)
role-label: துணை அமைப்பாளர்கள்: xyxy=(1143,818,1288,832)
ward-number: பாகம் 209 xyxy=(70,1681,124,1695)
role-label: துணை அமைப்பாளர்கள்: xyxy=(785,247,914,261)
body-paragraph: அமைப்பாளர்: க.வசந்த், நத்தம், இராமநாதபுரம். xyxy=(785,1063,1022,1077)
role-label: அமைப்பாளர்: xyxy=(785,427,858,440)
role-label: துணை அமைப்பாளர்கள்: xyxy=(1143,1301,1270,1314)
role-label: துணை அமைப்பாளர்கள்: xyxy=(1143,525,1271,539)
role-label: அமைப்பாளர்: xyxy=(428,240,501,253)
edition-date: 11.01.2026 xyxy=(1343,65,1489,91)
ward-organiser: வீ.ஹரி, 1/72, வடக்குத் தெரு, கொம்பூதி, இராமநாதபுரம். xyxy=(854,673,1058,703)
body-paragraph: துணை அமைப்பாளர்கள்: (1) பா.பபராஜ், 1163, ஆலங்குளம், நல்லிருக்கை, உத்திரகோசமங்கை, இராமநாதபுரம். (2) செ.குணா பிரதாப், ஆலங்குளம், நல்லிருக்கை, உத்திரகோசமங்கை, இராமநாதபுரம். (3) செ.சந்திரசேகர், 1/65, ஆலங்குளம், மேலத்தெரு, இராமநாதபுரம். xyxy=(428,1468,767,1551)
ward-organiser: மா.தமிழ்வாணன், சின்ன இரட்டையூரணி, இராமநாதபுரம். xyxy=(497,945,702,976)
role-label: அமைப்பாளர்: xyxy=(785,205,858,218)
body-paragraph: துணை அமைப்பாளர்கள்: (1) பா.ரமேஷ், 1,202 வடக்குவலசை, கும்பரம், இராமநாதபுரம். (2) கோ.சூரியபிரகாஷ், 4/127, வடக்குவலசை, கும்பரம், இராமநாதபுரம். (3) கு.பரமன், 4/127, வடக்குவலசை, கும்பரம், இராமநாதபுரம். xyxy=(428,593,767,658)
ward-number: பாகம் – 15 xyxy=(785,1619,824,1649)
role-label: அமைப்பாளர்: xyxy=(428,1598,501,1612)
ward-entry xyxy=(428,1739,767,1773)
ward-entry xyxy=(785,1656,1124,1690)
branch-heading: களரி கிளை xyxy=(561,1826,633,1842)
ward-entry xyxy=(70,1679,409,1714)
body-paragraph: துணை அமைப்பாளர்கள்: (1) ஆ.தீபக், 8/818, எம்.பி.கே. வலசை, கும்பரம், இராமநாதபுரம். (2) ஆ.நிஷாந்தன், 8/818, எம்.பி.கே.வலசை, கும்பரம், இராமநாதபுரம். (3) லெ.கிஷ்ணு, 8/835, எம்.பி.கே.வலசை, கும்பரம், இராமநாதபுரம். xyxy=(428,437,767,502)
role-label: துணை அமைப்பாளர்கள்: xyxy=(1143,663,1273,676)
role-label: அமைப்பாளர்: xyxy=(1143,1569,1216,1582)
ward-colon: : xyxy=(125,1230,129,1243)
body-paragraph: அமைப்பாளர்: வே.திவ்ராம், 7/103, மங்களேஸ்வரி நகர், மாயாகுளம், இராமநாதபுரம். xyxy=(1143,775,1482,807)
ward-entry xyxy=(428,867,767,901)
body-paragraph: அமைப்பாளர்: க.ஆறுமுககண்ணா, களரி, உத்திரகோசமங்கை, இராமநாதபுரம். xyxy=(428,1855,767,1886)
role-label: அமைப்பாளர்: xyxy=(70,1384,143,1397)
body-paragraph: அமைப்பாளர்: இ.மணிகண்டன், 6/62, திருவள்ளுவர் தெரு, சின்னமாயாகுளம், இராமநாதபுரம். xyxy=(1143,1103,1482,1134)
role-label: துணை அமைப்பாளர்கள்: xyxy=(70,1994,205,2007)
